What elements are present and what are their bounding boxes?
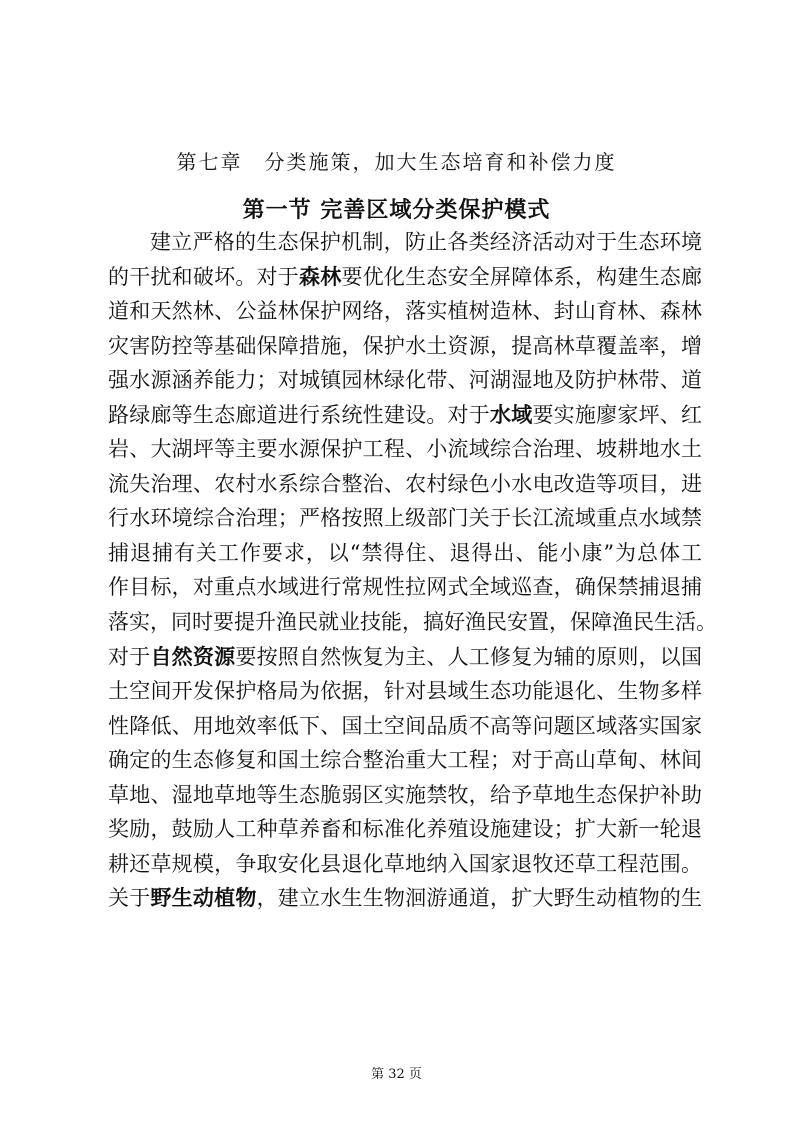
text-segment: 关于 bbox=[108, 886, 151, 911]
bold-keyword: 自然资源 bbox=[150, 643, 236, 669]
text-line bbox=[108, 709, 702, 744]
text-segment: 的干扰和破坏。对于 bbox=[108, 264, 299, 289]
text-segment: 岩、大湖坪等主要水源保护工程、小流域综合治理、坡耕地水土 bbox=[108, 437, 702, 462]
text-segment: 落实，同时要提升渔民就业技能，搞好渔民安置，保障渔民生活。 bbox=[108, 610, 717, 635]
chapter-title: 第七章 分类施策，加大生态培育和补偿力度 bbox=[176, 150, 617, 174]
body-paragraph bbox=[108, 225, 717, 916]
text-segment: 土空间开发保护格局为依据，针对县域生态功能退化、生物多样 bbox=[108, 679, 702, 704]
text-line bbox=[108, 812, 702, 847]
text-line bbox=[108, 260, 702, 295]
text-segment: 要实施廖家坪、红 bbox=[532, 402, 703, 427]
text-line bbox=[108, 743, 702, 778]
text-segment: 要按照自然恢复为主、人工修复为辅的原则，以国 bbox=[235, 644, 703, 669]
text-segment: 确定的生态修复和国土综合整治重大工程；对于高山草甸、林间 bbox=[108, 748, 702, 773]
text-line bbox=[108, 605, 717, 640]
text-segment: 性降低、用地效率低下、国土空间品质不高等问题区域落实国家 bbox=[108, 713, 702, 738]
text-line bbox=[108, 778, 702, 813]
text-segment: 要优化生态安全屏障体系，构建生态廊 bbox=[341, 264, 703, 289]
text-segment: 奖励，鼓励人工种草养畜和标准化养殖设施建设；扩大新一轮退 bbox=[108, 817, 702, 842]
text-line bbox=[108, 640, 702, 675]
text-line bbox=[108, 536, 702, 571]
section-title: 第一节 完善区域分类保护模式 bbox=[242, 197, 551, 223]
bold-keyword: 水域 bbox=[490, 401, 533, 427]
text-segment: 灾害防控等基础保障措施，保护水土资源，提高林草覆盖率，增 bbox=[108, 333, 702, 358]
bold-keyword: 森林 bbox=[299, 263, 342, 289]
text-segment: 捕退捕有关工作要求，以“禁得住、退得出、能小康”为总体工 bbox=[108, 540, 702, 565]
bold-keyword: 野生动植物 bbox=[150, 885, 257, 911]
text-segment: 行水环境综合治理；严格按照上级部门关于长江流域重点水域禁 bbox=[108, 506, 702, 531]
text-segment: ，建立水生生物洄游通道，扩大野生动植物的生 bbox=[256, 886, 703, 911]
text-segment: 路绿廊等生态廊道进行系统性建设。对于 bbox=[108, 402, 490, 427]
text-segment: 作目标，对重点水域进行常规性拉网式全域巡查，确保禁捕退捕 bbox=[108, 575, 702, 600]
text-segment: 耕还草规模，争取安化县退化草地纳入国家退牧还草工程范围。 bbox=[108, 851, 702, 876]
text-line bbox=[108, 881, 702, 916]
text-segment: 道和天然林、公益林保护网络，落实植树造林、封山育林、森林 bbox=[108, 299, 702, 324]
text-segment: 对于 bbox=[108, 644, 151, 669]
text-segment: 强水源涵养能力；对城镇园林绿化带、河湖湿地及防护林带、道 bbox=[108, 368, 702, 393]
text-line bbox=[108, 329, 702, 364]
text-line bbox=[108, 847, 702, 882]
text-segment: 流失治理、农村水系综合整治、农村绿色小水电改造等项目，进 bbox=[108, 471, 702, 496]
text-line bbox=[108, 398, 702, 433]
text-segment: 建立严格的生态保护机制，防止各类经济活动对于生态环境 bbox=[150, 230, 702, 254]
text-line bbox=[108, 501, 702, 536]
text-line bbox=[108, 363, 702, 398]
text-line bbox=[108, 225, 702, 260]
text-line bbox=[108, 432, 702, 467]
text-line bbox=[108, 674, 702, 709]
text-segment: 草地、湿地草地等生态脆弱区实施禁牧，给予草地生态保护补助 bbox=[108, 782, 702, 807]
text-line bbox=[108, 294, 702, 329]
page-number: 第 32 页 bbox=[371, 1067, 422, 1082]
text-line bbox=[108, 570, 702, 605]
text-line bbox=[108, 467, 702, 502]
